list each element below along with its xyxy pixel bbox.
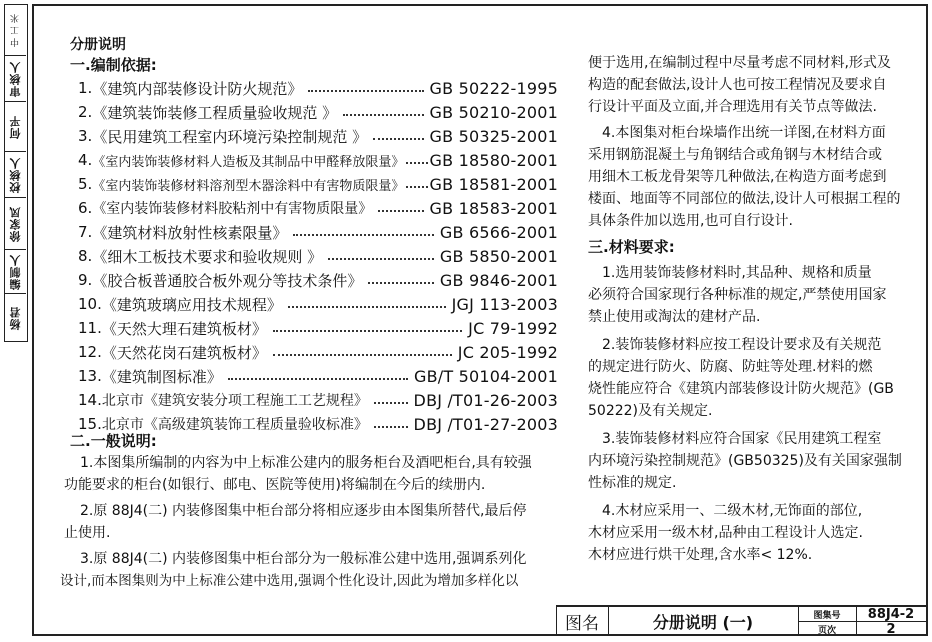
section3-heading: 三.材料要求: xyxy=(588,238,675,256)
leader-dots xyxy=(406,162,427,164)
leader-dots xyxy=(373,138,423,140)
sidebar-top-cell xyxy=(5,5,26,55)
standard-name: 《民用建筑工程室内环境污染控制规范 》 xyxy=(92,127,368,146)
section2-heading: 二.一般说明: xyxy=(70,432,157,450)
right-line: 具体条件加以选用,也可自行设计. xyxy=(588,213,793,229)
standard-name: 北京市《建筑安装分项工程施工工艺规程》 xyxy=(101,393,368,409)
sidebar-cell-6-text: 杨君 xyxy=(8,305,22,330)
standard-code: DBJ /T01-27-2003 xyxy=(413,414,558,434)
standard-item xyxy=(78,342,558,362)
standard-code: GB 18583-2001 xyxy=(429,198,558,218)
standard-name: 《细木工板技术要求和验收规则 》 xyxy=(92,247,323,266)
standard-name: 北京市《高级建筑装饰工程质量验收标准》 xyxy=(101,417,368,433)
standard-item xyxy=(78,198,558,218)
page-label: 页次 xyxy=(817,625,836,636)
standard-num: 1. xyxy=(78,79,93,97)
standard-num: 4. xyxy=(78,151,93,169)
standard-code: JGJ 113-2003 xyxy=(451,294,558,314)
leader-dots xyxy=(343,114,423,116)
leader-dots xyxy=(288,306,446,308)
sidebar-cell-4-text: 徐家凤 xyxy=(8,206,22,242)
left-paragraph-line: 止使用. xyxy=(64,525,111,541)
standard-num: 7. xyxy=(78,223,93,241)
standard-num: 6. xyxy=(78,199,93,217)
sidebar-cell-5-text: 编制人 xyxy=(8,254,22,290)
right-line: 用细木工板龙骨架等几种做法,在构造方面考虑到 xyxy=(588,169,887,185)
leader-dots xyxy=(308,90,423,92)
section1-heading: 一.编制依据: xyxy=(70,56,157,74)
right-line: 4.本图集对柜台垛墙作出统一详图,在材料方面 xyxy=(602,125,886,141)
left-paragraph-line: 2.原 88J4(二) 内装修图集中柜台部分将相应逐步由本图集所替代,最后停 xyxy=(80,503,527,519)
standard-name: 《建筑内部装修设计防火规范》 xyxy=(92,79,303,98)
right-line: 烧性能应符合《建筑内部装修设计防火规范》(GB xyxy=(588,381,894,397)
leader-dots xyxy=(374,426,408,428)
standard-num: 14. xyxy=(78,391,102,409)
leader-dots xyxy=(328,258,434,260)
atlas-no: 88J4-2 xyxy=(867,606,915,622)
right-line: 木材应进行烘干处理,含水率< 12%. xyxy=(588,547,813,563)
right-line: 50222)及有关规定. xyxy=(588,403,713,419)
standard-code: GB 9846-2001 xyxy=(439,270,558,290)
sidebar-cell-6 xyxy=(5,293,26,341)
standard-item xyxy=(78,366,558,386)
right-line: 禁止使用或淘汰的建材产品. xyxy=(588,309,761,325)
signature-strip xyxy=(4,4,28,342)
standard-code: DBJ /T01-26-2003 xyxy=(413,390,558,410)
sidebar-cell-4 xyxy=(5,197,26,250)
standard-num: 2. xyxy=(78,103,93,121)
standard-code: JC 205-1992 xyxy=(457,342,558,362)
standard-code: GB 50325-2001 xyxy=(429,126,558,146)
standard-item xyxy=(78,150,558,170)
standard-item xyxy=(78,222,558,242)
sidebar-cell-2 xyxy=(5,101,26,152)
doc-title: 分册说明 xyxy=(70,37,126,53)
standard-code: GB 18580-2001 xyxy=(429,150,558,170)
standard-num: 12. xyxy=(78,343,102,361)
standard-item xyxy=(78,126,558,146)
standard-item xyxy=(78,270,558,290)
sidebar-cell-1-text: 审核人 xyxy=(8,61,22,97)
standard-num: 3. xyxy=(78,127,93,145)
standard-name: 《天然花岗石建筑板材》 xyxy=(101,343,267,362)
right-line: 便于选用,在编制过程中尽量考虑不同材料,形式及 xyxy=(588,55,891,71)
standard-code: GB 18581-2001 xyxy=(429,174,558,194)
right-line: 木材应采用一级木材,品种由工程设计人选定. xyxy=(588,525,863,541)
sidebar-cell-3 xyxy=(5,151,26,198)
standard-num: 13. xyxy=(78,367,102,385)
right-line: 采用钢筋混凝土与角钢结合或角钢与木材结合或 xyxy=(588,147,882,163)
left-paragraph-line: 设计,而本图集则为中上标准公建中选用,强调个性化设计,因此为增加多样化以 xyxy=(60,573,519,589)
title-block xyxy=(556,605,928,636)
standard-code: GB 6566-2001 xyxy=(439,222,558,242)
leader-dots xyxy=(228,378,408,380)
standard-num: 10. xyxy=(78,295,102,313)
standard-num: 11. xyxy=(78,319,102,337)
standard-name: 《室内装饰装修材料溶剂型木器涂料中有害物质限量》 xyxy=(92,178,405,194)
right-line: 3.装饰装修材料应符合国家《民用建筑工程室 xyxy=(602,431,882,447)
standard-item xyxy=(78,318,558,338)
figure-label: 图名 xyxy=(565,614,599,634)
leader-dots xyxy=(368,282,434,284)
standard-name: 《室内装饰装修材料人造板及其制品中甲醛释放限量》 xyxy=(92,154,405,170)
right-line: 2.装饰装修材料应按工程设计要求及有关规范 xyxy=(602,337,882,353)
right-line: 4.木材应采用一、二级木材,无饰面的部位, xyxy=(602,503,863,519)
standard-item xyxy=(78,246,558,266)
right-line: 1.选用装饰装修材料时,其品种、规格和质量 xyxy=(602,265,872,281)
standard-name: 《胶合板普通胶合板外观分等技术条件》 xyxy=(92,271,363,290)
left-paragraph-line: 1.本图集所编制的内容为中上标准公建内的服务柜台及酒吧柜台,具有较强 xyxy=(80,455,532,471)
page-no: 2 xyxy=(886,621,896,637)
standard-code: GB 50210-2001 xyxy=(429,102,558,122)
atlas-no-label: 图集号 xyxy=(813,610,841,621)
right-line: 内环境污染控制规范》(GB50325)及有关国家强制 xyxy=(588,453,902,469)
sidebar-cell-5 xyxy=(5,249,26,294)
leader-dots xyxy=(273,354,452,356)
standard-item xyxy=(78,78,558,98)
right-line: 行设计平面及立面,并合理选用有关节点等做法. xyxy=(588,99,877,115)
standard-code: GB/T 50104-2001 xyxy=(413,366,558,386)
standard-num: 15. xyxy=(78,415,102,433)
sidebar-top-label: 中 工 米 xyxy=(11,13,21,47)
standard-code: GB 5850-2001 xyxy=(439,246,558,266)
standard-name: 《室内装饰装修材料胶粘剂中有害物质限量》 xyxy=(92,201,373,217)
right-line: 构造的配套做法,设计人也可按工程情况及要求自 xyxy=(588,77,887,93)
right-line: 的规定进行防火、防腐、防蛀等处理.材料的燃 xyxy=(588,359,873,375)
leader-dots xyxy=(293,234,434,236)
figure-name: 分册说明 (一) xyxy=(652,613,754,632)
standard-item xyxy=(78,174,558,194)
left-paragraph-line: 功能要求的柜台(如银行、邮电、医院等使用)将编制在今后的续册内. xyxy=(64,477,486,493)
right-line: 必须符合国家现行各种标准的规定,严禁使用国家 xyxy=(588,287,887,303)
sidebar-cell-3-text: 校核人 xyxy=(8,157,22,193)
standard-name: 《建筑玻璃应用技术规程》 xyxy=(101,295,282,314)
leader-dots xyxy=(406,186,427,188)
standard-code: GB 50222-1995 xyxy=(429,78,558,98)
right-line: 楼面、地面等不同部位的做法,设计人可根据工程的 xyxy=(588,191,901,207)
left-paragraph-line: 3.原 88J4(二) 内装修图集中柜台部分为一般标准公建中选用,强调系列化 xyxy=(80,551,527,567)
standard-num: 5. xyxy=(78,175,93,193)
sidebar-cell-2-text: 何平 xyxy=(8,115,22,139)
standard-item xyxy=(78,390,558,410)
standard-num: 9. xyxy=(78,271,93,289)
leader-dots xyxy=(378,210,423,212)
standard-code: JC 79-1992 xyxy=(468,318,558,338)
leader-dots xyxy=(273,330,462,332)
leader-dots xyxy=(374,402,408,404)
standard-name: 《建筑制图标准》 xyxy=(101,367,222,386)
sidebar-cell-1 xyxy=(5,55,26,102)
standard-name: 《天然大理石建筑板材》 xyxy=(101,319,267,338)
standard-num: 8. xyxy=(78,247,93,265)
standard-name: 《建筑装饰装修工程质量验收规范 》 xyxy=(92,103,338,122)
standard-item xyxy=(78,102,558,122)
right-line: 性标准的规定. xyxy=(588,475,677,491)
standard-name: 《建筑材料放射性核素限量》 xyxy=(92,223,288,242)
standard-item xyxy=(78,294,558,314)
